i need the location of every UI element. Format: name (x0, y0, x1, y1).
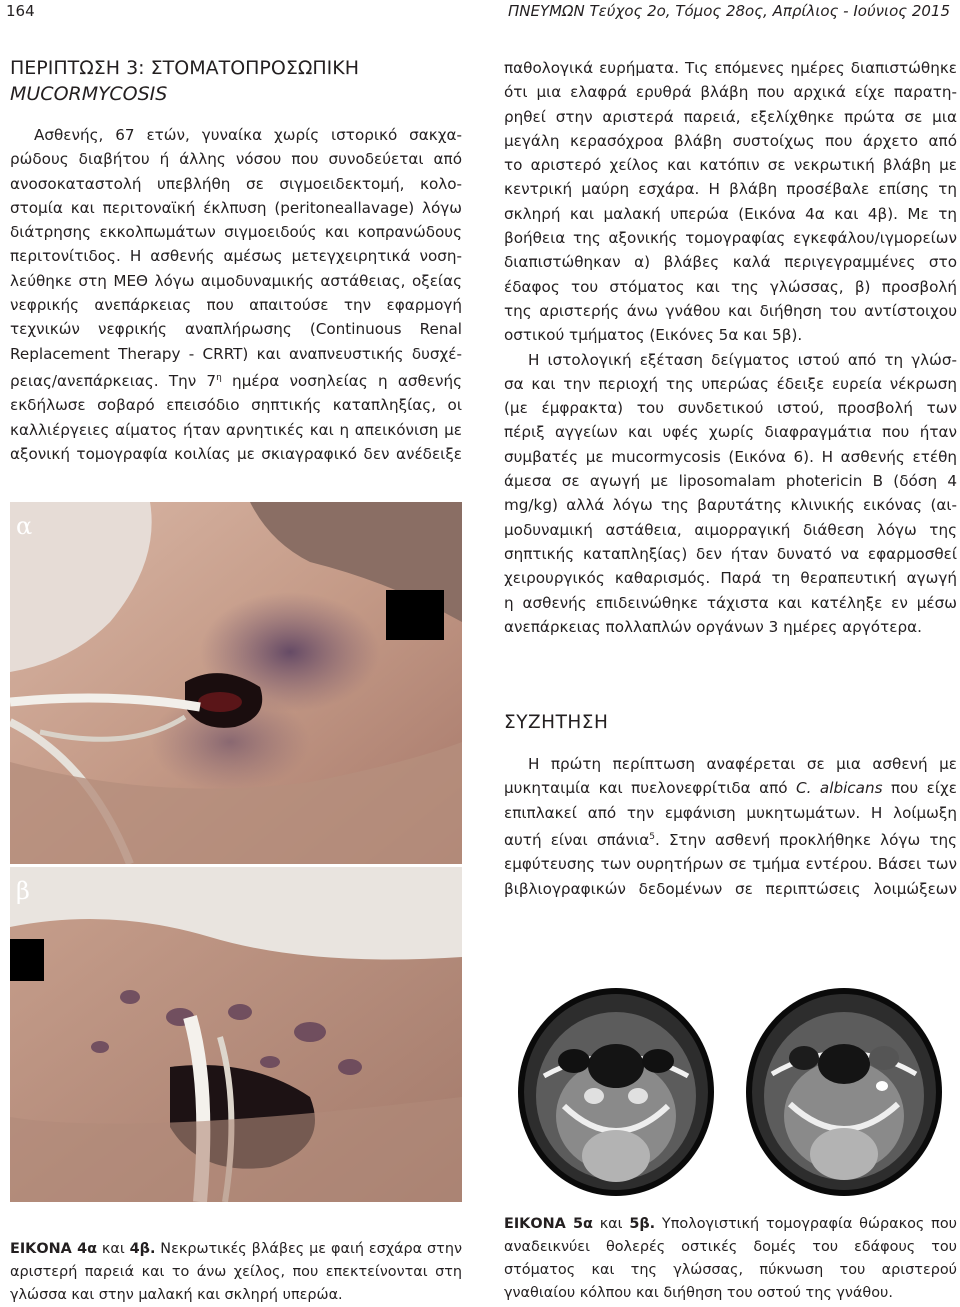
caption-label: 4β. (129, 1241, 156, 1257)
text-line: Ασθενής, 67 ετών, γυναίκα χωρίς ιστορικό σακχα- (34, 126, 462, 144)
caption-label: ΕΙΚΟΝΑ 5α (504, 1216, 593, 1232)
text-line: εκδήλωσε σοβαρό επεισόδιο σηπτικής καταπληξίας, οι (10, 396, 462, 415)
text-line: τεχνικών νεφρικής αναπλήρωσης (Continuous Renal (10, 320, 462, 339)
figure-4a-label: α (16, 512, 33, 540)
text-line: εμφύτευσης των ουρητήρων σε τμήμα εντέρου. Βάσει των (504, 855, 957, 874)
figure-4a-photo (10, 502, 462, 864)
text-line: λεύθηκε στη ΜΕΘ λόγω αιμοδυναμικής αστάθειας, οξείας (10, 271, 462, 290)
figure-5b-label: β (740, 972, 754, 1000)
caption-text: ΕΙΚΟΝΑ 5α και 5β. Υπολογιστική τομογραφία θώρακος που αναδεικνύει θολερές οστικές δομές του εδάφους του στόματος και της γλώσσας, πύκνωση του αριστερού γναθιαίου κόλπου και διήθηση του οστού της γνάθου. (504, 1216, 957, 1301)
text-line: κεντρική μαύρη εσχάρα. Η βλάβη προσέβαλε επίσης τη (504, 180, 957, 199)
text-line: ανοσοκαταστολή υπεβλήθη σε σιγμοειδεκτομή, κολο- (10, 174, 462, 193)
text-line: ότι μια ελαφρά ερυθρά βλάβη που αρχικά είχε παρατη- (504, 83, 957, 102)
journal-header: ΠΝΕΥΜΩΝ Τεύχος 2ο, Τόμος 28ος, Απρίλιος - Ιούνιος 2015 (507, 2, 950, 20)
section-title-discussion: ΣΥΖΗΤΗΣΗ (504, 712, 609, 733)
figure-4-caption (10, 1238, 462, 1307)
text-line: σα και την περιοχή της υπερώας έδειξε ευρεία νέκρωση (504, 374, 957, 393)
case-paragraph (10, 123, 462, 466)
text-line: ρειας/ανεπάρκειας. Την $7^\eta$ ημέρα νοσηλείας η ασθενής (10, 372, 462, 391)
text-line: (με έμφρακτα) του συνδετικού ιστού, προσβολή των (504, 399, 957, 418)
text-line: ρώδους διαβήτου ή άλλης νόσου που συνοδεύεται από (10, 150, 462, 169)
text-line: σκληρή και μαλακή υπερώα (Εικόνα 4α και 4β). Με τη (504, 204, 957, 223)
page-number: 164 (6, 2, 35, 20)
discussion-paragraph (504, 752, 957, 901)
text-line: βοήθεια της αξονικής τομογραφίας εγκεφάλου/ιγμορείων (504, 229, 957, 248)
text-line: άμεσα σε αγωγή με liposomalam photericin B (δόση 4 (504, 472, 957, 491)
case-title-line1: ΠΕΡΙΠΤΩΣΗ 3: ΣΤΟΜΑΤΟΠΡΟΣΩΠΙΚΗ (10, 57, 360, 79)
text-line: μοδυναμική αστάθεια, αιμορραγική διάθεση λόγω της (504, 520, 957, 539)
species-name: C. albicans (796, 779, 883, 798)
redaction-box (386, 590, 444, 640)
figure-5a-label: α (512, 972, 529, 1000)
redaction-box (10, 939, 44, 981)
text-line: πέριξ αγγείων και υφές χωρίς διαφραγμάτια που ήταν (504, 423, 957, 442)
text-line: της αριστερής άνω γνάθου και διήθηση του αντίστοιχου (504, 301, 957, 320)
text-line: στομία και περιτοναϊκή έκλπυση (peritoneallavage) λόγω (10, 198, 462, 217)
text-line: διαπιστώθηκαν α) βλάβες καλά περιγεγραμμένες στο (504, 253, 957, 272)
text-line: βιβλιογραφικών δεδομένων σε περιπτώσεις λοιμώξεων (504, 879, 957, 898)
reference-superscript: 5 (649, 831, 655, 842)
text-line: το αριστερό χείλος και κατόπιν σε νεκρωτική βλάβη με (504, 156, 957, 175)
caption-label: ΕΙΚΟΝΑ 4α (10, 1241, 97, 1257)
text-line: Η ιστολογική εξέταση δείγματος ιστού από τη γλώσ- (528, 350, 957, 369)
left-column-text (10, 123, 462, 466)
text-line: χειρουργικός καθαρισμός. Παρά τη θεραπευτική αγωγή (504, 569, 957, 588)
ct-image-b (732, 966, 957, 1202)
text-line: παθολογικά ευρήματα. Τις επόμενες ημέρες διαπιστώθηκε (504, 59, 957, 77)
right-column-text (504, 56, 957, 639)
text-line: καλλιέργειες αίματος ήταν αρνητικές και η απεικόνιση με (10, 420, 462, 439)
face-lesion-image (10, 502, 462, 864)
histology-paragraph (504, 348, 957, 640)
superscript: η (216, 372, 222, 383)
text-line: περιτονίτιδος. Η ασθενής αμέσως μετεγχειρητικά νοση- (10, 247, 462, 266)
figure-4b-label: β (16, 877, 30, 905)
text-line: σηπτικής καταπληξίας) δεν ήταν δυνατό να εφαρμοσθεί (504, 544, 957, 563)
text-line: Η πρώτη περίπτωση αναφέρεται σε μια ασθενή με (528, 755, 957, 773)
text-line: μυκηταιμία και πυελονεφρίτιδα από C. albicans που είχε (504, 779, 957, 798)
neck-lesion-image (10, 867, 462, 1202)
text-line: ανεπάρκειας πολλαπλών οργάνων 3 ημέρες αργότερα. (504, 617, 922, 636)
text-line: διάτρησης εκκολπωμάτων σιγμοειδούς και κοπρανώδους (10, 223, 462, 242)
figure-5-caption (504, 1213, 957, 1305)
ct-scan-b (732, 966, 957, 1202)
text-line: μεγάλη κερασόχροα βλάβη συστοίχως που άρχετο από (504, 131, 957, 150)
case-title-line2: MUCORMYCOSIS (10, 83, 168, 105)
ct-scan-a (504, 966, 729, 1202)
text-line: η ασθενής επιδεινώθηκε τάχιστα και κατέληξε εν μέσω (504, 593, 957, 612)
text-line: επιπλακεί από την εμφάνιση μυκητωμάτων. Η λοίμωξη (504, 803, 957, 822)
text-line: Replacement Therapy - CRRT) και αναπνευστικής δυσχέ- (10, 344, 462, 363)
text-line: ρηθεί στην αριστερά παρειά, εξελίχθηκε πρώτα σε μια (504, 107, 957, 126)
figure-5-panel (504, 966, 957, 1202)
text-line: έδαφος του στόματος και της γλώσσας, β) προσβολή (504, 277, 957, 296)
caption-text: ΕΙΚΟΝΑ 4α και 4β. Νεκρωτικές βλάβες με φαιή εσχάρα στην αριστερή παρειά και το άνω χείλος, που επεκτείνονται στη γλώσσα και στην μαλακή και σκληρή υπερώα. (10, 1241, 462, 1303)
figure-4b-photo (10, 867, 462, 1202)
text-line: νεφρικής ανεπάρκειας που απαιτούσε την εφαρμογή (10, 296, 462, 315)
text-line: συμβατές με mucormycosis (Εικόνα 6). Η ασθενής ετέθη (504, 447, 957, 466)
text-line: αυτή είναι σπάνια$^5$. Στην ασθενή προκλήθηκε λόγω της (504, 830, 957, 849)
ct-image-a (504, 966, 729, 1202)
text-line: οστικού τμήματος (Εικόνες 5α και 5β). (504, 326, 803, 345)
text-line: mg/kg) αλλά λόγω της βαρυτάτης κλινικής εικόνας (αι- (504, 496, 957, 515)
case-paragraph-continued (504, 56, 957, 348)
text-line: αξονική τομογραφία κοιλίας με σκιαγραφικό δεν ανέδειξε (10, 444, 462, 463)
discussion-text (504, 752, 957, 901)
caption-label: 5β. (629, 1216, 656, 1232)
